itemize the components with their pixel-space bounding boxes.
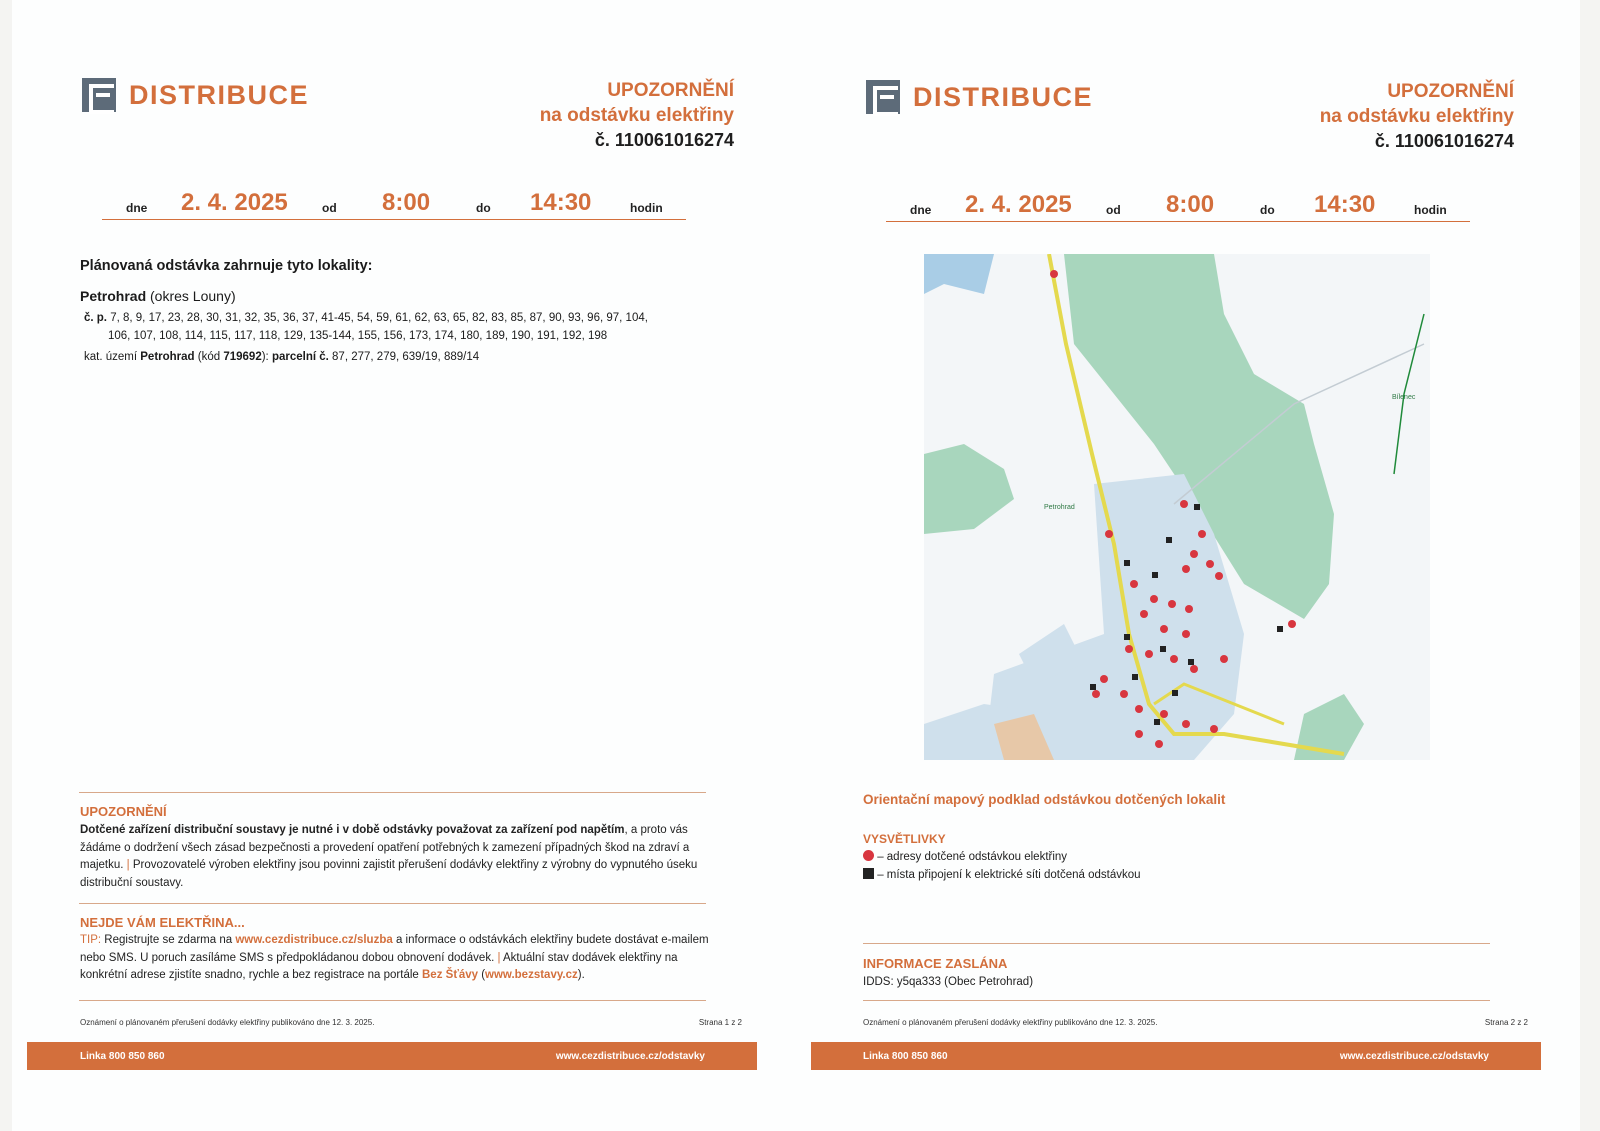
warning-bold: Dotčené zařízení distribuční soustavy je nutné i v době odstávky považovat za zařízení pod napětím xyxy=(80,824,625,836)
tip-text-4: ( xyxy=(478,969,486,981)
cez-logo xyxy=(866,80,1093,114)
legend-item-red xyxy=(863,849,1067,867)
kat-code-pre: (kód xyxy=(194,351,224,363)
tip-label: TIP: xyxy=(80,934,102,946)
from-label: od xyxy=(1106,203,1121,217)
outage-end: 14:30 xyxy=(1314,191,1376,218)
from-label: od xyxy=(322,201,337,215)
outage-start: 8:00 xyxy=(382,189,431,216)
cadastral-line xyxy=(84,348,479,366)
footer-bar xyxy=(811,1042,1541,1070)
bezstavy-url-link[interactable]: www.bezstavy.cz xyxy=(485,969,578,981)
divider xyxy=(863,1000,1490,1001)
to-label: do xyxy=(476,201,491,215)
service-link[interactable]: www.cezdistribuce.cz/sluzba xyxy=(235,934,393,946)
tip-separator: | xyxy=(494,951,504,964)
notice-header xyxy=(1320,79,1514,154)
outage-date: 2. 4. 2025 xyxy=(965,191,1072,218)
logo-text: DISTRIBUCE xyxy=(129,79,310,110)
town-line xyxy=(80,288,236,304)
warning-separator: | xyxy=(123,859,133,871)
tip-text-5: ). xyxy=(577,969,585,981)
outage-date: 2. 4. 2025 xyxy=(181,189,288,216)
outage-end: 14:30 xyxy=(530,189,592,216)
outages-url[interactable]: www.cezdistribuce.cz/odstavky xyxy=(1339,1051,1489,1062)
notice-number: č. 110061016274 xyxy=(594,130,734,150)
house-numbers xyxy=(84,309,724,345)
date-label: dne xyxy=(126,201,148,215)
cez-logo xyxy=(82,78,309,112)
page-number: Strana 2 z 2 xyxy=(1484,1018,1528,1027)
schedule-line xyxy=(886,188,1470,222)
notice-subtitle: na odstávku elektřiny xyxy=(1319,106,1514,127)
kat-prefix: kat. území xyxy=(84,351,141,363)
publication-note: Oznámení o plánovaném přerušení dodávky elektřiny publikováno dne 12. 3. 2025. xyxy=(863,1018,1158,1027)
logo-text: DISTRIBUCE xyxy=(913,81,1094,112)
parcel-values: 87, 277, 279, 639/19, 889/14 xyxy=(328,351,480,363)
tip-text-1: Registrujte se zdarma na xyxy=(101,934,236,946)
hotline: Linka 800 850 860 xyxy=(80,1051,165,1062)
map-caption: Orientační mapový podklad odstávkou dotčených lokalit xyxy=(863,792,1226,807)
legend-red-label: – adresy dotčené odstávkou elektřiny xyxy=(874,851,1068,863)
warning-rest-2: Provozovatelé výroben elektřiny jsou povinni zajistit přerušení dodávky elektřiny z výrobny do vypnutého úseku distribuční soustavy. xyxy=(80,859,698,889)
tip-text xyxy=(80,932,720,985)
divider xyxy=(863,943,1490,944)
hotline: Linka 800 850 860 xyxy=(863,1051,948,1062)
parcel-label: parcelní č. xyxy=(271,351,329,363)
bez-stavy-link[interactable]: Bez Šťávy xyxy=(422,969,479,981)
publication-note: Oznámení o plánovaném přerušení dodávky elektřiny publikováno dne 12. 3. 2025. xyxy=(80,1018,375,1027)
tip-title: NEJDE VÁM ELEKTŘINA... xyxy=(80,915,245,930)
warning-rest: , a proto vás žádáme o dodržení všech zásad bezpečnosti a provedení opatření potřebných k zamezení případných škod na zdraví a majetku. xyxy=(80,824,690,871)
footer-bar xyxy=(27,1042,757,1070)
town-name: Petrohrad xyxy=(80,288,147,304)
town-district: (okres Louny) xyxy=(146,288,236,304)
notice-number: č. 110061016274 xyxy=(1374,131,1514,151)
date-label: dne xyxy=(910,203,932,217)
schedule-line xyxy=(102,186,686,220)
notice-header xyxy=(540,78,734,153)
info-title: INFORMACE ZASLÁNA xyxy=(863,956,1008,971)
hours-label: hodin xyxy=(1414,203,1447,217)
notice-page-1 xyxy=(12,0,796,1131)
notice-page-2 xyxy=(796,0,1580,1131)
warning-text xyxy=(80,822,716,892)
cp-line-2: 106, 107, 108, 114, 115, 117, 118, 129, 135-144, 155, 156, 173, 174, 180, 189, 190, 191, 192, 198 xyxy=(108,330,608,342)
warning-title: UPOZORNĚNÍ xyxy=(80,804,167,819)
cp-label: č. p. xyxy=(84,312,108,324)
village-map-label: Bílenec xyxy=(1392,394,1416,401)
tip-text-2: a informace o odstávkách elektřiny budete dostávat e-mailem nebo SMS. U poruch zasíláme SMS s předpokládanou dobou obnovení dodávek. xyxy=(80,934,709,964)
legend-black-label: – místa připojení k elektrické síti dotčená odstávkou xyxy=(874,869,1141,881)
outage-map[interactable] xyxy=(924,254,1430,760)
divider xyxy=(79,792,706,793)
tip-text-3: Aktuální stav dodávek elektřiny na konkrétní adrese zjistíte snadno, rychle a bez registrace na portále xyxy=(80,951,678,981)
town-map-label: Petrohrad xyxy=(1044,504,1075,511)
divider xyxy=(79,903,706,904)
cez-logo-icon xyxy=(866,80,900,114)
black-square-icon xyxy=(863,868,874,879)
kat-code: 719692 xyxy=(223,351,262,363)
red-dot-icon xyxy=(863,850,874,861)
notice-subtitle: na odstávku elektřiny xyxy=(539,105,734,126)
divider xyxy=(79,1000,706,1001)
localities-heading: Plánovaná odstávka zahrnuje tyto lokality: xyxy=(80,258,373,274)
kat-code-post: ): xyxy=(261,351,272,363)
legend-item-black xyxy=(863,867,1141,885)
notice-title: UPOZORNĚNÍ xyxy=(607,80,734,101)
page-number: Strana 1 z 2 xyxy=(698,1018,742,1027)
kat-name: Petrohrad xyxy=(140,351,195,363)
cp-line-1: 7, 8, 9, 17, 23, 28, 30, 31, 32, 35, 36, 37, 41-45, 54, 59, 61, 62, 63, 65, 82, 83, 85, 87, 90, 93, 96, 97, 104, xyxy=(107,312,648,324)
info-text: IDDS: y5qa333 (Obec Petrohrad) xyxy=(863,976,1034,988)
to-label: do xyxy=(1260,203,1275,217)
cez-logo-icon xyxy=(82,78,116,112)
outage-start: 8:00 xyxy=(1166,191,1215,218)
notice-title: UPOZORNĚNÍ xyxy=(1387,81,1514,102)
hours-label: hodin xyxy=(630,201,663,215)
legend-title: VYSVĚTLIVKY xyxy=(863,832,946,846)
outages-url[interactable]: www.cezdistribuce.cz/odstavky xyxy=(555,1051,705,1062)
